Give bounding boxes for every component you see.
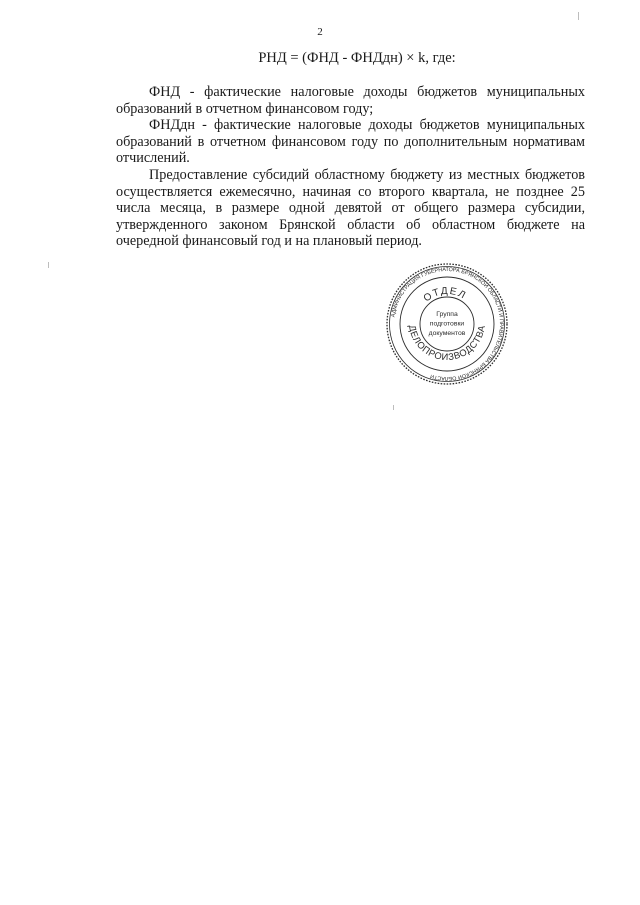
stamp-outer-ring-text: АДМИНИСТРАЦИЯ ГУБЕРНАТОРА БРЯНСКОЙ ОБЛАСТИ И ПРАВИТЕЛЬСТВА БРЯНСКОЙ ОБЛАСТИ [390,266,505,382]
stamp-center-line-3: документов [428,330,466,337]
scan-artifact [393,405,394,410]
stamp-seal-graphic [385,262,509,386]
formula: РНД = (ФНД - ФНДдн) × k, где: [258,50,456,66]
stamp-bottom-arc-text: ДЕЛОПРОИЗВОДСТВА [407,323,487,363]
stamp-center-line-1: Группа [436,311,458,318]
stamp-center-line-2: подготовки [429,320,465,328]
paragraph-fnddn-definition: ФНДдн - фактические налоговые доходы бюджетов муниципальных образований в отчетном финансовом году по дополнительным нормативам отчислений. [116,117,585,167]
official-stamp [385,262,509,386]
scan-artifact [48,262,49,268]
page-number: 2 [317,26,323,38]
stamp-top-arc-text: ОТДЕЛ [421,285,469,305]
paragraph-fnd-definition: ФНД - фактические налоговые доходы бюджетов муниципальных образований в отчетном финансовом году; [116,84,585,117]
document-body [116,84,585,250]
paragraph-subsidy-terms: Предоставление субсидий областному бюджету из местных бюджетов осуществляется ежемесячно, начиная со второго квартала, не позднее 25 числа месяца, в размере одной девятой от общего размера субсидии, утвержденного законом Брянской области об областном бюджете на очередной финансовый год и на плановый период. [116,166,585,250]
scan-artifact [578,12,579,20]
